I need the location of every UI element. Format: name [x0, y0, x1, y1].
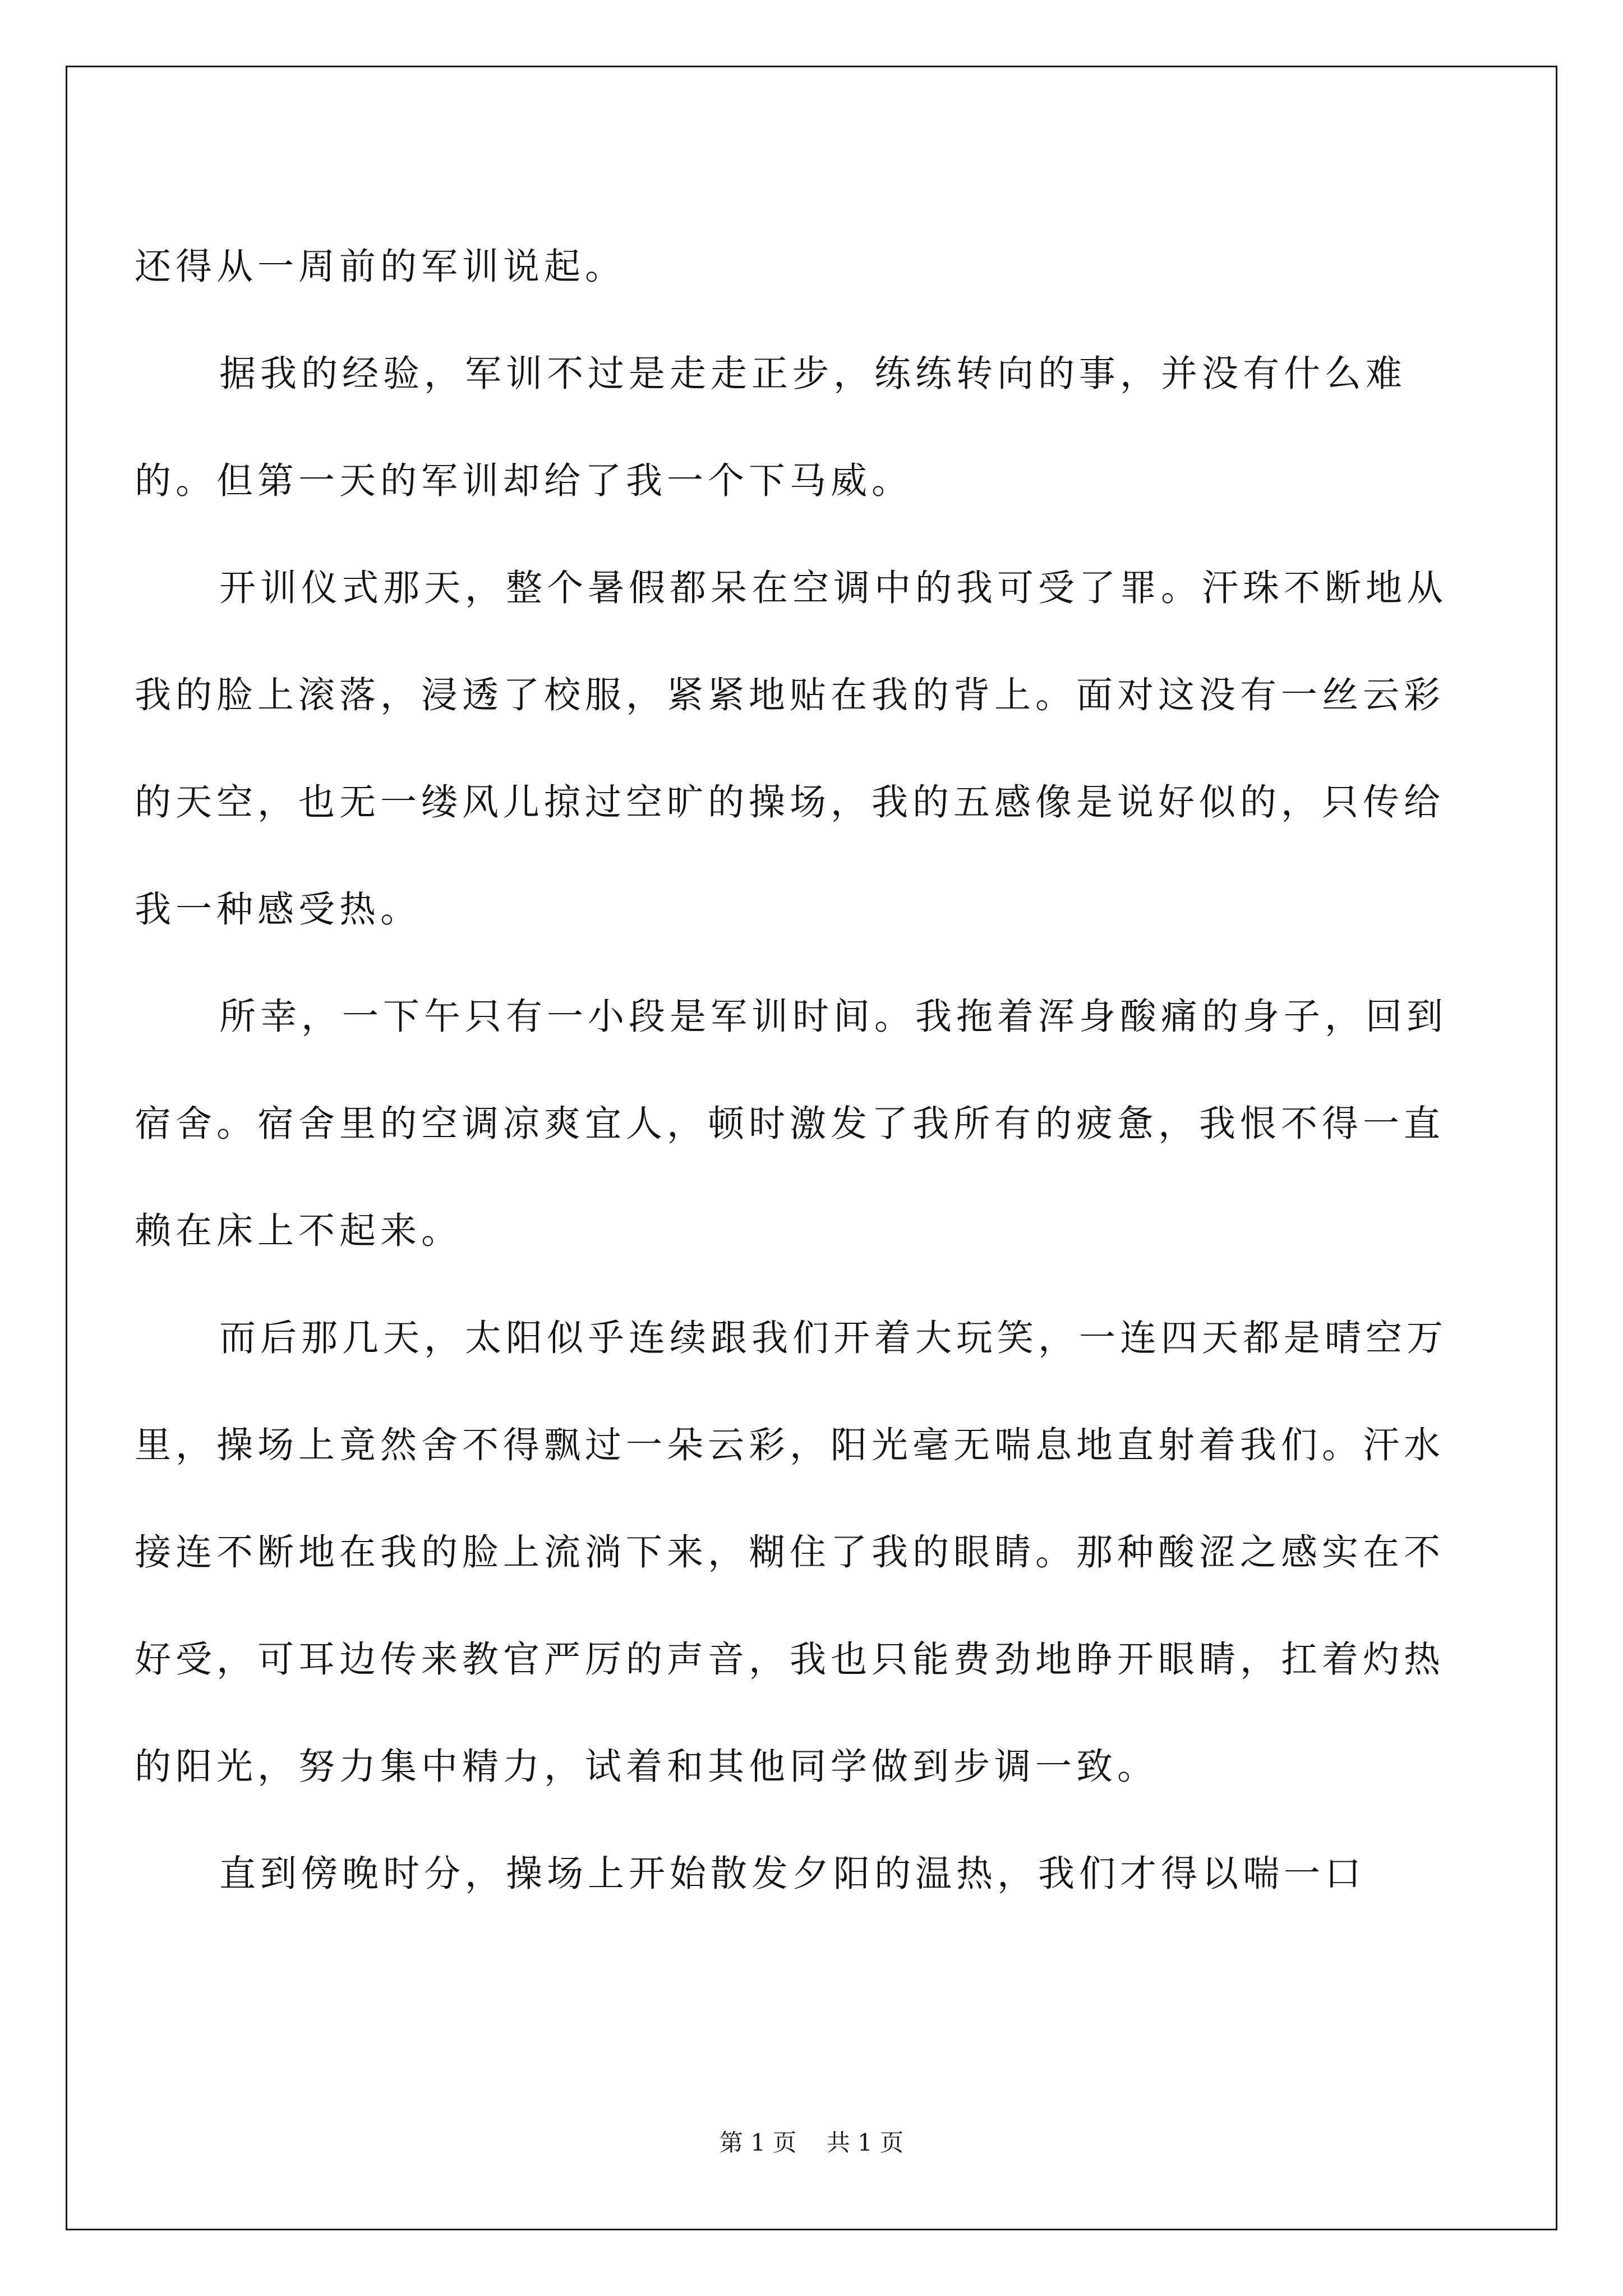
paragraph-6: 直到傍晚时分，操场上开始散发夕阳的温热，我们才得以喘一口 — [219, 1853, 1366, 1895]
paragraph-4: 所幸，一下午只有一小段是军训时间。我拖着浑身酸痛的身子，回到宿舍。宿舍里的空调凉爽宜人，顿时激发了我所有的疲惫，我恨不得一直赖在床上不起来。 — [135, 996, 1448, 1252]
paragraph-2: 据我的经验，军训不过是走走正步，练练转向的事，并没有什么难的。但第一天的军训却给了我一个下马威。 — [135, 353, 1407, 502]
page-number-label: 第 1 页 共 1 页 — [719, 2129, 904, 2156]
paragraph-1: 还得从一周前的军训说起。 — [135, 246, 626, 288]
page-footer — [0, 2129, 1623, 2157]
document-body — [135, 213, 1469, 1927]
paragraph-3: 开训仪式那天，整个暑假都呆在空调中的我可受了罪。汗珠不断地从我的脸上滚落，浸透了校服，紧紧地贴在我的背上。面对这没有一丝云彩的天空，也无一缕风儿掠过空旷的操场，我的五感像是说好似的，只传给我一种感受热。 — [135, 567, 1448, 931]
paragraph-5: 而后那几天，太阳似乎连续跟我们开着大玩笑，一连四天都是晴空万里，操场上竟然舍不得飘过一朵云彩，阳光毫无喘息地直射着我们。汗水接连不断地在我的脸上流淌下来，糊住了我的眼睛。那种酸涩之感实在不好受，可耳边传来教官严厉的声音，我也只能费劲地睁开眼睛，扛着灼热的阳光，努力集中精力，试着和其他同学做到步调一致。 — [135, 1317, 1448, 1788]
